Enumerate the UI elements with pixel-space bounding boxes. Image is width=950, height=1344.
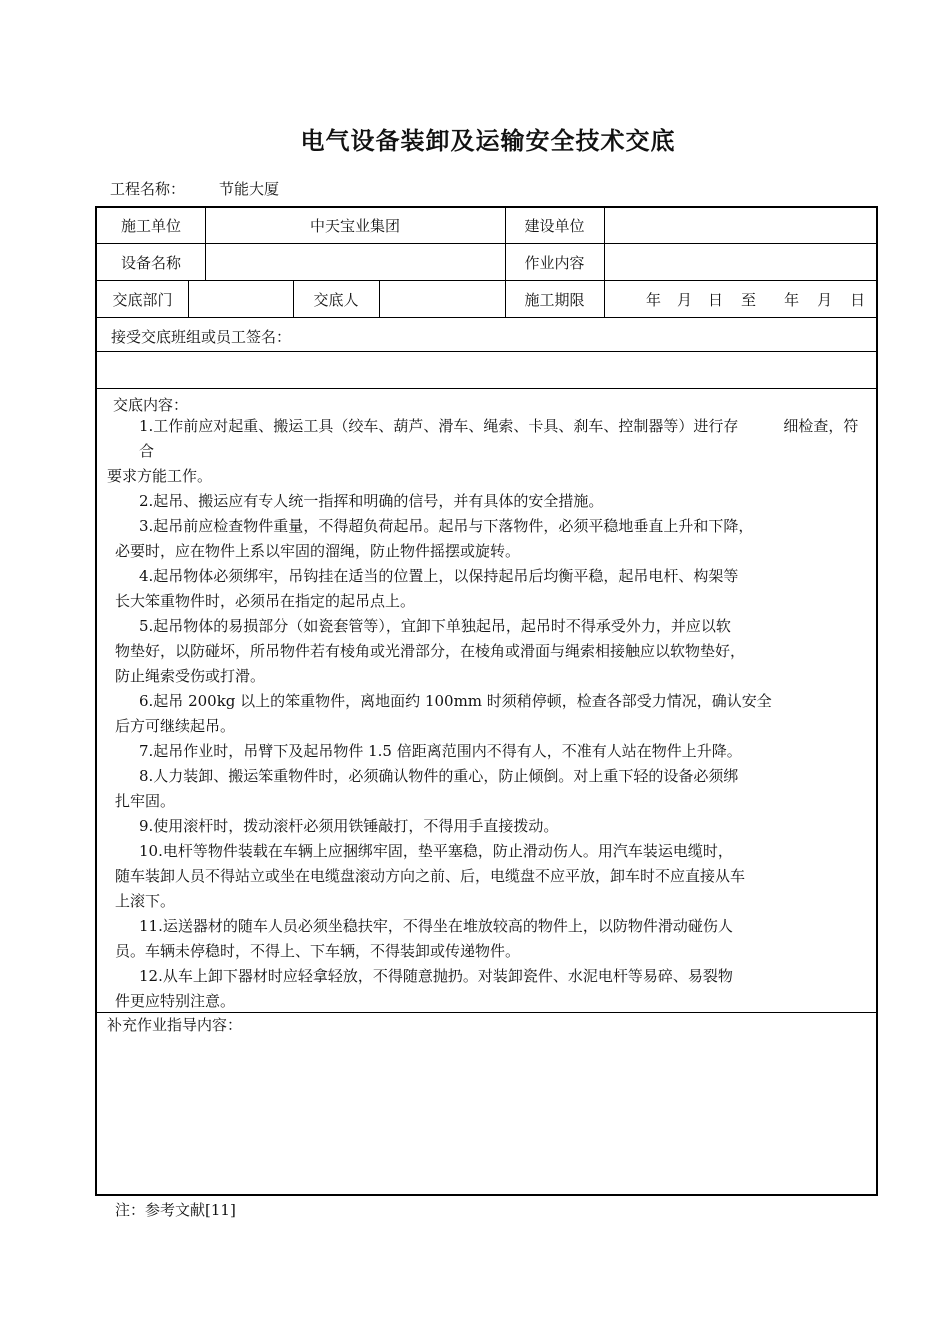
content-line: 2.起吊、搬运应有专人统一指挥和明确的信号，并有具体的安全措施。: [139, 492, 604, 510]
content-line: 员。车辆未停稳时，不得上、下车辆，不得装卸或传递物件。: [115, 942, 521, 960]
content-line: 件更应特别注意。: [115, 992, 236, 1010]
content-heading: 交底内容：: [113, 396, 189, 414]
work-content-label: 作业内容: [524, 253, 585, 272]
row-divider: [97, 388, 876, 389]
document-title: 电气设备装卸及运输安全技术交底: [300, 127, 676, 155]
project-name-line: [110, 178, 279, 199]
period-year-end: 年: [784, 290, 800, 309]
period-month-end: 月: [817, 290, 833, 309]
construction-period-label: 施工期限: [524, 290, 585, 309]
content-line: 6.起吊 200kg 以上的笨重物件，离地面约 100mm 时须稍停顿，检查各部受力情况，确认安全: [139, 692, 772, 710]
content-line: 物垫好，以防碰坏，所吊物件若有棱角或光滑部分，在棱角或滑面与绳索相接触应以软物垫好，: [115, 642, 746, 660]
project-name-value: 节能大厦: [219, 180, 280, 198]
equipment-name-value[interactable]: [205, 244, 505, 280]
content-line: 要求方能工作。: [107, 467, 213, 485]
content-body: [107, 414, 872, 1014]
content-line: 4.起吊物体必须绑牢，吊钩挂在适当的位置上，以保持起吊后均衡平稳，起吊电杆、构架等: [139, 567, 739, 585]
content-line: 必要时，应在物件上系以牢固的溜绳，防止物件摇摆或旋转。: [115, 542, 521, 560]
row-divider: [97, 317, 876, 318]
content-line: 8.人力装卸、搬运笨重物件时，必须确认物件的重心，防止倾倒。对上重下轻的设备必须绑: [139, 767, 739, 785]
period-to: 至: [741, 290, 757, 309]
build-unit-label: 建设单位: [524, 217, 585, 235]
construction-unit-label: 施工单位: [120, 217, 181, 235]
content-line: 3.起吊前应检查物件重量，不得超负荷起吊。起吊与下落物件，必须平稳地垂直上升和下降，: [139, 517, 754, 535]
content-line: 10.电杆等物件装载在车辆上应捆绑牢固，垫平塞稳，防止滑动伤人。用汽车装运电缆时，: [139, 842, 733, 860]
content-line: 防止绳索受伤或打滑。: [115, 667, 266, 685]
content-line: 11.运送器材的随车人员必须坐稳扶牢，不得坐在堆放较高的物件上，以防物件滑动碰伤人: [139, 917, 733, 935]
build-unit-value[interactable]: [604, 208, 876, 243]
project-name-label: 工程名称：: [110, 180, 186, 198]
content-line: 7.起吊作业时，吊臂下及起吊物件 1.5 倍距离范围内不得有人，不准有人站在物件上升降。: [139, 742, 742, 760]
construction-period-value[interactable]: [604, 281, 876, 317]
content-line: 1.工作前应对起重、搬运工具（绞车、葫芦、滑车、绳索、卡具、刹车、控制器等）进行存 细检查，符合: [139, 417, 859, 460]
content-line: 随车装卸人员不得站立或坐在电缆盘滚动方向之前、后，电缆盘不应平放，卸车时不应直接从车: [115, 867, 746, 885]
work-content-value[interactable]: [604, 244, 876, 280]
discloser-label: 交底人: [313, 290, 359, 309]
content-line: 上滚下。: [115, 892, 176, 910]
content-line: 后方可继续起吊。: [115, 717, 236, 735]
signature-label: 接受交底班组或员工签名：: [111, 328, 292, 346]
content-line: 5.起吊物体的易损部分（如瓷套管等），宜卸下单独起吊，起吊时不得承受外力，并应以软: [139, 617, 731, 635]
discloser-value[interactable]: [379, 281, 505, 317]
period-year-start: 年: [646, 290, 662, 309]
content-line: 12.从车上卸下器材时应轻拿轻放，不得随意抛扔。对装卸瓷件、水泥电杆等易碎、易裂物: [139, 967, 733, 985]
footnote: 注：参考文献[11]: [115, 1201, 236, 1219]
content-line: 扎牢固。: [115, 792, 176, 810]
supplement-label: 补充作业指导内容：: [107, 1016, 243, 1034]
period-month-start: 月: [677, 290, 693, 309]
period-day-end: 日: [850, 290, 866, 309]
disclosure-dept-label: 交底部门: [112, 290, 173, 309]
disclosure-dept-value[interactable]: [188, 281, 293, 317]
construction-unit-value[interactable]: 中天宝业集团: [309, 217, 400, 235]
content-line: 9.使用滚杆时，拨动滚杆必须用铁锤敲打，不得用手直接拨动。: [139, 817, 559, 835]
period-day-start: 日: [708, 290, 724, 309]
disclosure-form: [95, 206, 878, 1196]
row-divider: [97, 351, 876, 352]
equipment-name-label: 设备名称: [120, 253, 181, 272]
content-line: 长大笨重物件时，必须吊在指定的起吊点上。: [115, 592, 416, 610]
